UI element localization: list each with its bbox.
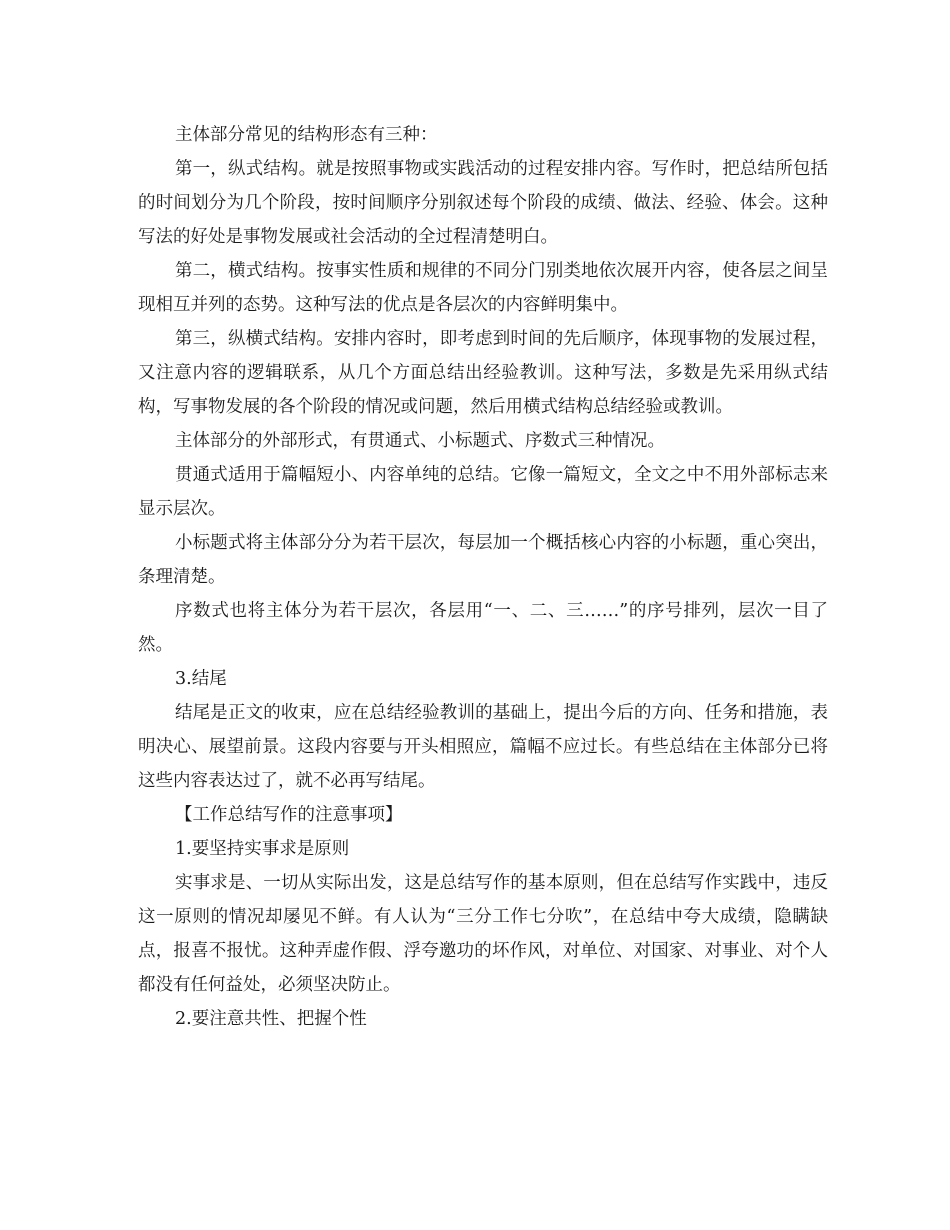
section-heading-notes: 【工作总结写作的注意事项】 [175,805,403,825]
paragraph-seek-truth: 实事求是、一切从实际出发，这是总结写作的基本原则，但在总结写作实践中，违反这一原则的情况却屡见不鲜。有人认为“三分工作七分吹”，在总结中夸大成绩，隐瞒缺点，报喜不报忧。这种弄虚作假、浮夸邀功的坏作风，对单位、对国家、对事业、对个人都没有任何益处，必须坚决防止。 [138,873,828,995]
paragraph-mixed-structure: 第三，纵横式结构。安排内容时，即考虑到时间的先后顺序，体现事物的发展过程，又注意内容的逻辑联系，从几个方面总结出经验教训。这种写法，多数是先采用纵式结构，写事物发展的各个阶段的情况或问题，然后用横式结构总结经验或教训。 [138,329,828,417]
paragraph-structure-intro: 主体部分常见的结构形态有三种： [175,125,438,145]
document-body [138,118,828,1036]
paragraph-continuous-form: 贯通式适用于篇幅短小、内容单纯的总结。它像一篇短文，全文之中不用外部标志来显示层次。 [138,465,828,519]
paragraph-ordinal-form: 序数式也将主体分为若干层次，各层用“一、二、三……”的序号排列，层次一目了然。 [138,601,828,655]
subheading-seek-truth: 1.要坚持实事求是原则 [175,839,350,859]
section-heading-ending: 3.结尾 [175,669,227,689]
paragraph-horizontal-structure: 第二，横式结构。按事实性质和规律的不同分门别类地依次展开内容，使各层之间呈现相互并列的态势。这种写法的优点是各层次的内容鲜明集中。 [138,261,828,315]
paragraph-subheading-form: 小标题式将主体部分分为若干层次，每层加一个概括核心内容的小标题，重心突出，条理清楚。 [138,533,828,587]
paragraph-vertical-structure: 第一，纵式结构。就是按照事物或实践活动的过程安排内容。写作时，把总结所包括的时间划分为几个阶段，按时间顺序分别叙述每个阶段的成绩、做法、经验、体会。这种写法的好处是事物发展或社会活动的全过程清楚明白。 [138,159,828,247]
paragraph-ending: 结尾是正文的收束，应在总结经验教训的基础上，提出今后的方向、任务和措施，表明决心、展望前景。这段内容要与开头相照应，篇幅不应过长。有些总结在主体部分已将这些内容表达过了，就不必再写结尾。 [138,703,828,791]
paragraph-external-forms: 主体部分的外部形式，有贯通式、小标题式、序数式三种情况。 [175,431,665,451]
subheading-commonality-individuality: 2.要注意共性、把握个性 [175,1009,367,1029]
